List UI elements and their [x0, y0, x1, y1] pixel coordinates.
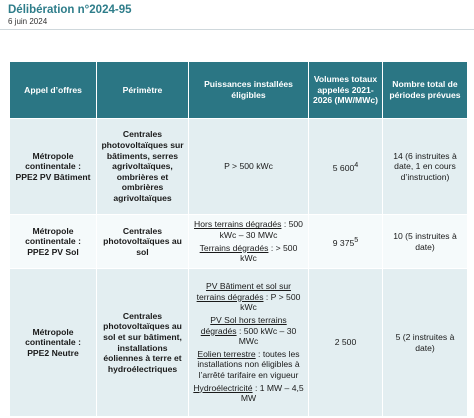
puissance-label: Terrains dégradés	[199, 242, 269, 253]
puissance-label: Hydroélectricité	[193, 382, 253, 393]
cell-periodes: 14 (6 instruites à date, 1 en cours d’instruction)	[383, 119, 468, 215]
cell-perimetre: Centrales photovoltaïques au sol	[97, 215, 189, 269]
col-header-periodes: Nombre total de périodes prévues	[383, 62, 468, 119]
puissance-value: : toutes les installations non éligibles à l’arrêté tarifaire en vigueur	[197, 348, 300, 380]
puissance-label: PV Bâtiment et sol sur terrains dégradés	[196, 281, 292, 302]
volume-footnote: 5	[354, 235, 359, 244]
table-row	[10, 119, 468, 215]
table-row	[10, 269, 468, 417]
volume-footnote: 4	[354, 160, 359, 169]
header-divider	[0, 29, 474, 30]
puissance-line	[193, 383, 304, 404]
col-header-volumes: Volumes totaux appelés 2021-2026 (MW/MWc)	[309, 62, 383, 119]
puissance-line	[193, 349, 304, 381]
puissance-value: : > 500 kWc	[240, 242, 298, 264]
table-header-row	[10, 62, 468, 119]
cell-volume	[309, 269, 383, 417]
volume-value: 9 375	[332, 237, 355, 248]
cell-volume	[309, 119, 383, 215]
deliberation-title: Délibération n°2024-95	[8, 4, 132, 16]
puissance-value: : 1 MW – 4,5 MW	[240, 382, 304, 404]
puissance-line	[193, 243, 304, 264]
puissance-value: : 500 kWc – 30 MWc	[219, 219, 303, 240]
puissance-line	[193, 219, 304, 240]
cell-appel: Métropole continentale : PPE2 Neutre	[10, 269, 97, 417]
puissance-value: : 500 kWc – 30 MWc	[236, 325, 297, 347]
cell-volume	[309, 215, 383, 269]
cell-perimetre: Centrales photovoltaïques sur bâtiments, serres agrivoltaïques, ombrières et ombrières agrivoltaïques	[97, 119, 189, 215]
col-header-appel: Appel d’offres	[10, 62, 97, 119]
puissance-line	[193, 281, 304, 313]
puissance-label: PV Sol hors terrains dégradés	[200, 315, 287, 336]
puissance-value: : P > 500 kWc	[240, 291, 301, 313]
document-header	[8, 3, 131, 27]
cell-periodes: 10 (5 instruites à date)	[383, 215, 468, 269]
puissance-label: Eolien terrestre	[197, 348, 256, 359]
cell-puissance	[189, 269, 309, 417]
puissance-line	[193, 315, 304, 347]
cell-appel: Métropole continentale : PPE2 PV Bâtiment	[10, 119, 97, 215]
cell-puissance	[189, 215, 309, 269]
volume-value: 5 600	[332, 162, 355, 173]
volume-value: 2 500	[334, 337, 357, 348]
col-header-puissances: Puissances installées éligibles	[189, 62, 309, 119]
cell-perimetre: Centrales photovoltaïques au sol et sur bâtiment, installations éoliennes à terre et hydroélectriques	[97, 269, 189, 417]
cell-appel: Métropole continentale : PPE2 PV Sol	[10, 215, 97, 269]
appels-offres-table	[9, 61, 468, 417]
cell-periodes: 5 (2 instruites à date)	[383, 269, 468, 417]
col-header-perimetre: Périmètre	[97, 62, 189, 119]
deliberation-date: 6 juin 2024	[8, 17, 48, 26]
table-row	[10, 215, 468, 269]
puissance-label: Hors terrains dégradés	[194, 219, 282, 230]
cell-puissance: P > 500 kWc	[189, 119, 309, 215]
